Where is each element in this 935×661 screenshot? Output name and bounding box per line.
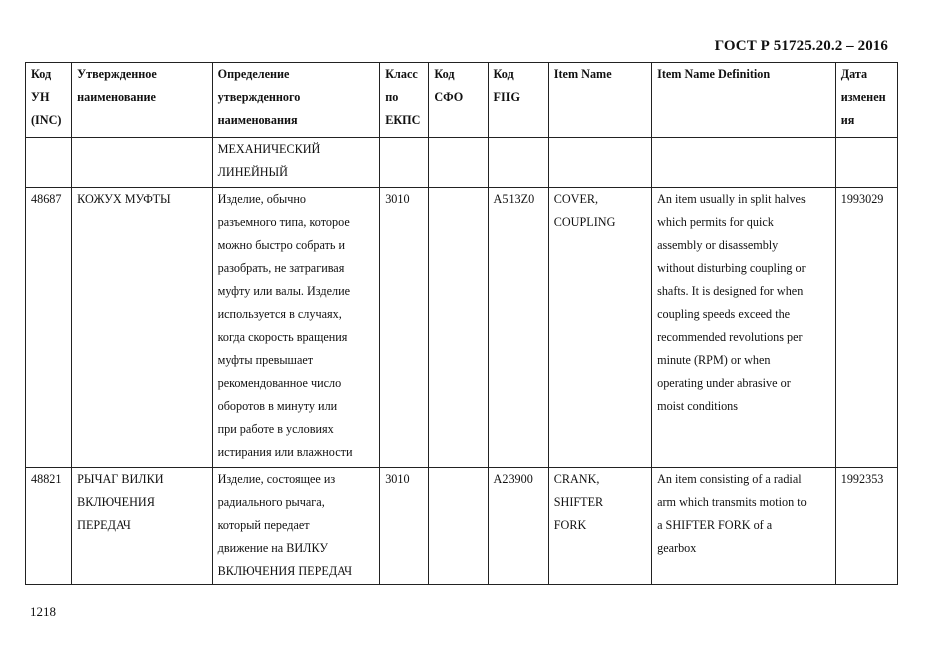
cell-sfo [429,188,488,468]
cell-sfo [429,138,488,188]
cell-name [72,138,212,188]
column-header-change-date: Дата изменен ия [835,63,897,138]
cell-fiig: A23900 [488,468,548,585]
cell-name: КОЖУХ МУФТЫ [72,188,212,468]
cell-item-definition: An item consisting of a radial arm which transmits motion to a SHIFTER FORK of a gearbox [652,468,836,585]
cell-definition: МЕХАНИЧЕСКИЙ ЛИНЕЙНЫЙ [212,138,380,188]
cell-inc: 48687 [26,188,72,468]
cell-definition: Изделие, обычно разъемного типа, которое можно быстро собрать и разобрать, не затрагивая муфту или валы. Изделие используется в случаях, когда скорость вращения муфты превышает рекомендованное число оборотов в минуту или при работе в условиях истирания или влажности [212,188,380,468]
table-row-continuation [26,138,898,188]
cell-sfo [429,468,488,585]
cell-item-name [548,138,651,188]
table-row [26,468,898,585]
cell-item-definition [652,138,836,188]
cell-fiig: A513Z0 [488,188,548,468]
cell-definition: Изделие, состоящее из радиального рычага, который передает движение на ВИЛКУ ВКЛЮЧЕНИЯ ПЕРЕДАЧ [212,468,380,585]
cell-date: 1992353 [835,468,897,585]
cell-inc [26,138,72,188]
cell-item-definition: An item usually in split halves which permits for quick assembly or disassembly without disturbing coupling or shafts. It is designed for when coupling speeds exceed the recommended revolutions per minute (RPM) or when operating under abrasive or moist conditions [652,188,836,468]
column-header-inc: Код УН (INC) [26,63,72,138]
table-header-row [26,63,898,138]
column-header-ekps-class: Класс по ЕКПС [380,63,429,138]
document-standard-header: ГОСТ Р 51725.20.2 – 2016 [714,38,888,54]
column-header-approved-name: Утвержденное наименование [72,63,212,138]
cell-name: РЫЧАГ ВИЛКИ ВКЛЮЧЕНИЯ ПЕРЕДАЧ [72,468,212,585]
table-row [26,188,898,468]
column-header-item-name-definition: Item Name Definition [652,63,836,138]
page-number: 1218 [30,604,56,619]
column-header-fiig-code: Код FIIG [488,63,548,138]
cell-fiig [488,138,548,188]
items-table [25,62,898,585]
cell-item-name: COVER, COUPLING [548,188,651,468]
cell-date [835,138,897,188]
cell-item-name: CRANK, SHIFTER FORK [548,468,651,585]
cell-ekps: 3010 [380,468,429,585]
column-header-item-name: Item Name [548,63,651,138]
cell-ekps [380,138,429,188]
column-header-definition: Определение утвержденного наименования [212,63,380,138]
column-header-sfo-code: Код СФО [429,63,488,138]
cell-inc: 48821 [26,468,72,585]
cell-date: 1993029 [835,188,897,468]
cell-ekps: 3010 [380,188,429,468]
